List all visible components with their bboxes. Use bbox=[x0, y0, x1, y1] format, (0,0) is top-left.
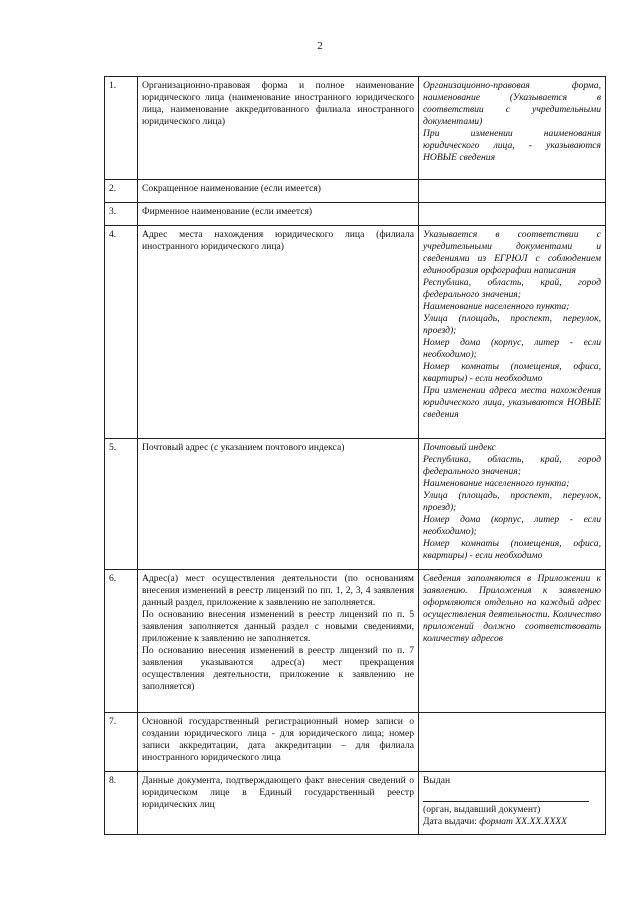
row-description: Фирменное наименование (если имеется) bbox=[138, 203, 419, 226]
table-row bbox=[105, 180, 606, 203]
description-paragraph: По основанию внесения изменений в реестр лицензий по п. 5 заявления заполняется данный раздел с новыми сведениями, приложение к заявлению не заполняется. bbox=[142, 609, 414, 644]
table-row bbox=[105, 226, 606, 439]
issuance-details bbox=[419, 772, 606, 835]
row-description: Основной государственный регистрационный номер записи о создании юридического лица - для юридического лица; номер записи аккредитации, дата аккредитации – для филиала иностранного юридического лица bbox=[138, 713, 419, 772]
note-line: Сведения заполняются в Приложении к заявлению. Приложения к заявлению оформляются отдельно на каждый адрес осуществления деятельности. Количество приложений должно соответствовать количеству адресов bbox=[423, 573, 601, 644]
row-description: Адрес места нахождения юридического лица (филиала иностранного юридического лица) bbox=[138, 226, 419, 439]
table-row bbox=[105, 77, 606, 180]
description-paragraph: Адрес(а) мест осуществления деятельности (по основаниям внесения изменений в реестр лицензий по пп. 1, 2, 3, 4 заявления данный раздел, приложение к заявлению не заполняется. bbox=[142, 573, 414, 608]
row-number: 8. bbox=[105, 772, 138, 835]
note-line: Республика, область, край, город федерального значения; bbox=[423, 277, 601, 300]
row-number: 7. bbox=[105, 713, 138, 772]
row-description: Данные документа, подтверждающего факт внесения сведений о юридическом лице в Единый государственный реестр юридических лиц bbox=[138, 772, 419, 835]
row-number: 4. bbox=[105, 226, 138, 439]
table-row bbox=[105, 439, 606, 570]
row-description: Организационно-правовая форма и полное наименование юридического лица (наименование иностранного юридического лица, наименование аккредитованного филиала иностранного юридического лица) bbox=[138, 77, 419, 180]
row-number: 1. bbox=[105, 77, 138, 180]
row-number: 6. bbox=[105, 570, 138, 713]
note-line: Улица (площадь, проспект, переулок, проезд); bbox=[423, 313, 601, 336]
description-paragraph: По основанию внесения изменений в реестр лицензий по п. 7 заявления указываются адрес(а) мест прекращения осуществления деятельности, приложение к заявлению не заполняется) bbox=[142, 645, 414, 692]
issuer-caption: (орган, выдавший документ) bbox=[423, 804, 541, 815]
note-line: Организационно-правовая форма, наименование (Указывается в соответствии с учредительными документами) bbox=[423, 80, 601, 127]
note-line: Номер комнаты (помещения, офиса, квартиры) - если необходимо bbox=[423, 538, 601, 561]
note-line: Наименование населенного пункта; bbox=[423, 478, 570, 489]
note-line: Улица (площадь, проспект, переулок, проезд); bbox=[423, 490, 601, 513]
issuer-fill-line bbox=[423, 789, 589, 802]
row-note bbox=[419, 77, 606, 180]
note-line: Номер дома (корпус, литер - если необходимо); bbox=[423, 514, 601, 537]
table-row bbox=[105, 713, 606, 772]
note-line: Указывается в соответствии с учредительными документами и сведениями из ЕГРЮЛ с соблюдением единообразия орфографии написания bbox=[423, 229, 601, 276]
row-note bbox=[419, 226, 606, 439]
issued-label: Выдан bbox=[423, 775, 451, 786]
table-row bbox=[105, 772, 606, 835]
row-number: 2. bbox=[105, 180, 138, 203]
note-line: Номер дома (корпус, литер - если необходимо); bbox=[423, 337, 601, 360]
note-line: Почтовый индекс bbox=[423, 442, 496, 453]
row-note bbox=[419, 180, 606, 203]
row-number: 5. bbox=[105, 439, 138, 570]
issue-date-line bbox=[423, 816, 601, 828]
row-note bbox=[419, 570, 606, 713]
form-table bbox=[104, 76, 606, 835]
note-line: При изменении наименования юридического лица, - указываются НОВЫЕ сведения bbox=[423, 128, 601, 163]
page-number: 2 bbox=[317, 40, 323, 52]
note-line: Номер комнаты (помещения, офиса, квартиры) - если необходимо bbox=[423, 361, 601, 384]
row-note bbox=[419, 713, 606, 772]
table-row bbox=[105, 570, 606, 713]
note-line: Республика, область, край, город федерального значения; bbox=[423, 454, 601, 477]
row-note bbox=[419, 203, 606, 226]
note-line: При изменении адреса места нахождения юридического лица, указываются НОВЫЕ сведения bbox=[423, 385, 601, 420]
row-number: 3. bbox=[105, 203, 138, 226]
note-line: Наименование населенного пункта; bbox=[423, 301, 570, 312]
row-description bbox=[138, 570, 419, 713]
row-description: Почтовый адрес (с указанием почтового индекса) bbox=[138, 439, 419, 570]
table-row bbox=[105, 203, 606, 226]
row-note bbox=[419, 439, 606, 570]
row-description: Сокращенное наименование (если имеется) bbox=[138, 180, 419, 203]
issue-date-format: формат XX.XX.XXXX bbox=[479, 816, 568, 827]
issue-date-label: Дата выдачи: bbox=[423, 816, 477, 827]
